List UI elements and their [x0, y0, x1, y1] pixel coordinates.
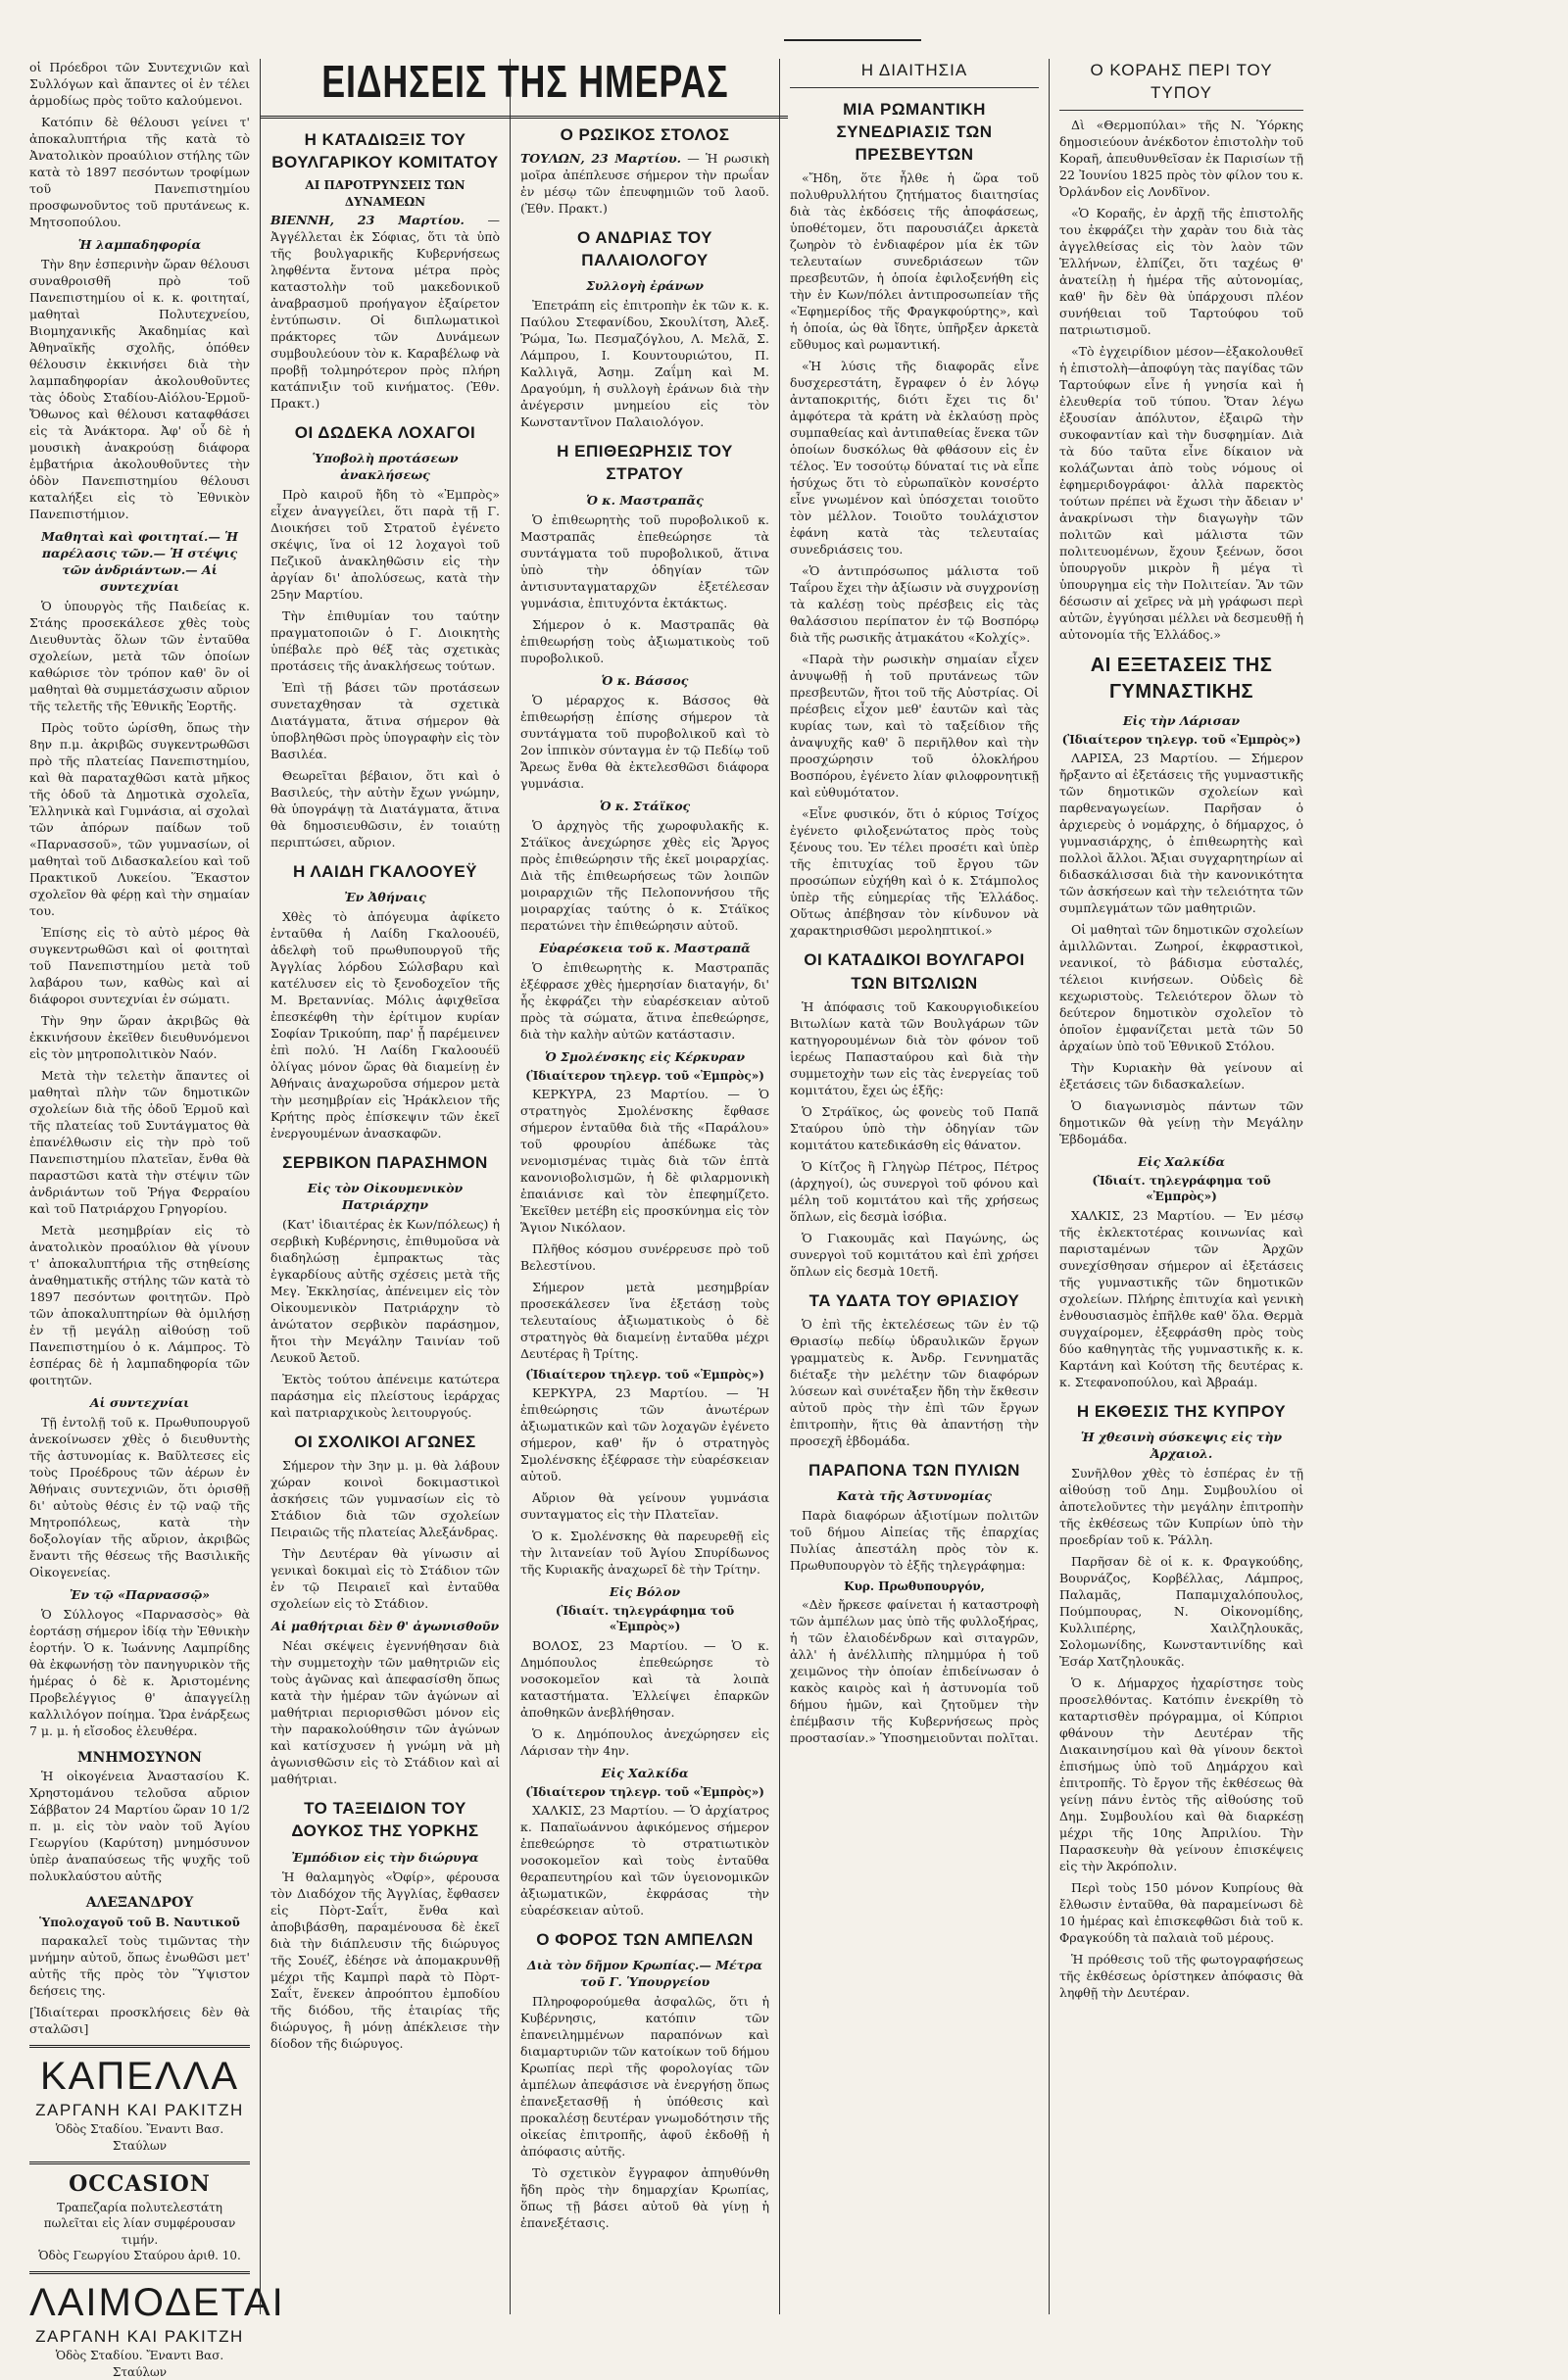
paragraph: Ἐπετράπη εἰς ἐπιτροπὴν ἐκ τῶν κ. κ. Παύλου Στεφανίδου, Σκουλίτση, Ἀλεξ. Ῥώμα, Ἰω. Πεσμαζόγλου, Λ. Μελᾶ, Σ. Λάμπρου, Ι. Κουντουριώτου, Π. Καλλιγᾶ, Ἀσημ. Ζαΐμη καὶ Μ. Δραγούμη, ἡ συλλογὴ ἐράνων διὰ τὴν ἀνέγερσιν μνημείου εἰς τὸν Κωνσταντῖνον Παλαιολόγον.	[520, 298, 769, 430]
column-3	[510, 59, 779, 2314]
ad-address: Ὁδὸς Σταδίου. Ἔναντι Βασ. Σταύλων	[55, 2349, 224, 2379]
subhead: Ἐν Ἀθήναις	[344, 890, 426, 905]
telegram-note: (Ἰδιαίτ. τηλεγράφημα τοῦ «Ἐμπρὸς»)	[555, 1604, 735, 1634]
paragraph: Παρὰ διαφόρων ἀξιοτίμων πολιτῶν τοῦ δήμου Αἰπείας τῆς ἐπαρχίας Πυλίας ἀπεστάλη πρὸς τὸν κ. Πρωθυπουργὸν τὸ ἑξῆς τηλεγράφημα:	[790, 1507, 1039, 1573]
paragraph: Ὁ Γιακουμᾶς καὶ Παγώνης, ὡς συνεργοὶ τοῦ κομιτάτου καὶ ἐπὶ χρήσει ὅπλων εἰς δεσμὰ 10ετῆ.	[790, 1230, 1039, 1279]
paragraph: Τὴν Κυριακὴν θὰ γείνουν αἱ ἐξετάσεις τῶν διδασκαλείων.	[1059, 1059, 1303, 1092]
paragraph: Ἡ ἀπόφασις τοῦ Κακουργιοδικείου Βιτωλίων κατὰ τῶν Βουλγάρων τῶν κατηγορουμένων διὰ τὸν φόνον τοῦ ἱερέως Παπασταύρου καὶ διὰ τὴν συμμετοχὴν των εἰς τὰς ἐνεργείας τοῦ κομιτάτου, ἔχει ὡς ἑξῆς:	[790, 998, 1039, 1097]
paragraph: Ἐπὶ τῇ βάσει τῶν προτάσεων συνεταχθησαν τὰ σχετικὰ Διατάγματα, ἅτινα σήμερον θὰ ὑποβληθῶσι πρὸς ὑπογραφὴν εἰς τὸν Βασιλέα.	[270, 679, 500, 761]
ad-kapella	[29, 2045, 250, 2154]
headline-korais: Ο ΚΟΡΑΗΣ ΠΕΡΙ ΤΟΥ ΤΥΠΟΥ	[1090, 61, 1273, 103]
paragraph: Ὁ ἐπιθεωρητὴς κ. Μαστραπᾶς ἐξέφρασε χθὲς ἡμερησίαν διαταγήν, δι' ἧς ἐκφράζει τὴν εὐαρέσκειαν αὐτοῦ πρὸς τὰ σώματα, ἅτινα ἐπεθεώρησε, διὰ τὴν καλὴν αὐτῶν κατάστασιν.	[520, 959, 769, 1042]
headline-lochagoi: ΟΙ ΔΩΔΕΚΑ ΛΟΧΑΓΟΙ	[294, 422, 476, 442]
masthead: ΕΙΔΗΣΕΙΣ ΤΗΣ ΗΜΕΡΑΣ	[321, 56, 729, 107]
memorial-title: ΜΝΗΜΟΣΥΝΟΝ	[77, 1750, 202, 1766]
paragraph: Ὁ κ. Δημόπουλος ἀνεχώρησεν εἰς Λάρισαν τὴν 4ην.	[520, 1725, 769, 1758]
headline-serbian-medal: ΣΕΡΒΙΚΟΝ ΠΑΡΑΣΗΜΟΝ	[282, 1153, 488, 1173]
paragraph: Ἡ πρόθεσις τοῦ τῆς φωτογραφήσεως τῆς ἐκθέσεως ὁρίστηκεν ἀπόφασις θὰ ληφθῇ τὴν Δευτέραν.	[1059, 1951, 1303, 2000]
paragraph: Ὁ ἐπὶ τῆς ἐκτελέσεως τῶν ἐν τῷ Θριασίῳ πεδίῳ ὑδραυλικῶν ἔργων γραμματεὺς κ. Ἀνδρ. Γεννηματᾶς διέταξε τὴν μελέτην τῶν διαφόρων λύσεων καὶ συνέταξεν ἤδη τὴν ἔκθεσιν αὐτοῦ πρὸς τὴν ἐπὶ τῶν ἔργων ἐπιτροπὴν, ἥτις θὰ ἀπαντήσῃ τὴν προσεχῆ ἑβδομάδα.	[790, 1316, 1039, 1448]
subhead-students: Μαθηταὶ καὶ φοιτηταί.— Ἡ παρέλασις τῶν.— Ἡ στέψις τῶν ἀνδριάντων.— Αἱ συντεχνίαι	[41, 529, 238, 594]
ad-text: Τραπεζαρία πολυτελεστάτη πωλεῖται εἰς λίαν συμφέρουσαν τιμήν.	[43, 2201, 236, 2247]
paragraph: Ὁ ἀρχηγὸς τῆς χωροφυλακῆς κ. Στάϊκος ἀνεχώρησε χθὲς εἰς Ἄργος πρὸς ἐπιθεώρησιν τῆς ἐκεῖ μοιραρχίας. Διὰ τῆς ἐπιθεωρήσεως τῶν λοιπῶν μοιραρχιῶν τῆς Πελοποννήσου τῆς μοιραρχίας ταύτης ὁ κ. Στάϊκος περατώνει τὴν ἐπιθεώρησιν αὐτοῦ.	[520, 817, 769, 933]
paragraph: Ὁ διαγωνισμὸς πάντων τῶν δημοτικῶν θὰ γείνῃ τὴν Μεγάλην Ἑβδομάδα.	[1059, 1097, 1303, 1146]
paragraph: Δὶ «Θερμοπύλαι» τῆς Ν. Ὑόρκης δημοσιεύουν ἀνέκδοτον ἐπιστολὴν τοῦ Κοραῆ, ἀπευθυνθεῖσαν ἐκ Παρισίων τῇ 22 Ἰουνίου 1825 πρὸς τὸν φίλον του κ. Ὀρλάνδον εἰς Λονδῖνον.	[1059, 118, 1303, 200]
headline-school-games: ΟΙ ΣΧΟΛΙΚΟΙ ΑΓΩΝΕΣ	[294, 1433, 476, 1452]
headline-palaiologos: Ο ΑΝΔΡΙΑΣ ΤΟΥ ΠΑΛΑΙΟΛΟΓΟΥ	[576, 228, 713, 270]
paragraph: Σήμερον μετὰ μεσημβρίαν προσεκάλεσεν ἵνα ἐξετάσῃ τοὺς τελευταίους ἀξιωματικοὺς ὁ δὲ στρατηγὸς θὰ διαμείνῃ ἐνταῦθα μέχρι Δευτέρας ἢ Τρίτης.	[520, 1279, 769, 1361]
telegram-note: (Ἰδιαίτερον τηλεγρ. τοῦ «Ἐμπρὸς»)	[525, 1068, 764, 1083]
paragraph: Σήμερον ὁ κ. Μαστραπᾶς θὰ ἐπιθεωρήσῃ τοὺς ἀξιωματικοὺς τοῦ πυροβολικοῦ.	[520, 616, 769, 665]
ad-address: Ὁδὸς Γεωργίου Σταύρου ἀριθ. 10.	[38, 2248, 241, 2262]
divider	[1059, 110, 1303, 111]
paragraph: Χθὲς τὸ ἀπόγευμα ἀφίκετο ἐνταῦθα ἡ Λαίδη Γκαλοουέϋ, ἀδελφὴ τοῦ πρωθυπουργοῦ τῆς Ἀγγλίας λόρδου Σώλσβαρυ καὶ κατέλυσεν εἰς τὸ ξενοδοχεῖον τῆς Μ. Βρεταννίας. Μόλις ἀφιχθεῖσα ἐπεσκέφθη τὴν ἐρίτιμον κυρίαν Σοφίαν Τρικούπη, παρ' ᾗ παρέμεινεν ἐπὶ πολύ. Ἡ Λαίδη Γκαλοουέϋ ὀλίγας μόνον ὥρας θὰ διαμείνῃ ἐν Ἀθήναις ἀναχωροῦσα σήμερον μετὰ τὴν μεσημβρίαν εἰς Ἡράκλειον τῆς Κρήτης πρὸς ἐπίσκεψιν τῶν ἐκεῖ ἐνεργουμένων ἀνασκαφῶν.	[270, 909, 500, 1141]
paragraph: Τὴν Δευτέραν θὰ γίνωσιν αἱ γενικαὶ δοκιμαὶ εἰς τὸ Στάδιον τῶν ἐν τῷ Πειραιεῖ καὶ ἐνταῦθα σχολείων εἰς τὸ Στάδιον.	[270, 1546, 500, 1612]
paragraph: ΒΟΛΟΣ, 23 Μαρτίου. — Ὁ κ. Δημόπουλος ἐπεθεώρησε τὸ νοσοκομεῖον καὶ τὰ λοιπὰ καταστήματα. Ἐλλείψει ἐπαρκῶν ἀποθηκῶν ἀνεβλήθησαν.	[520, 1637, 769, 1720]
paragraph: Ὁ Στράϊκος, ὡς φονεὺς τοῦ Παπᾶ Σταύρου ὑπὸ τὴν ὁδηγίαν τῶν κομιτάτου κατεδικάσθη εἰς θάνατον.	[790, 1103, 1039, 1152]
column-1	[20, 59, 285, 2379]
paragraph: Πρὸ καιροῦ ἤδη τὸ «Ἐμπρὸς» εἶχεν ἀναγγείλει, ὅτι παρὰ τῇ Γ. Διοικήσει τοῦ Στρατοῦ ἐγένετο σκέψις, ἵνα οἱ 12 λοχαγοὶ τοῦ Πεζικοῦ ἀνακληθῶσιν εἰς τὴν ἀργίαν δι' ἀπολύσεως, κατὰ τὴν 25ην Μαρτίου.	[270, 486, 500, 602]
headline-duke-york: ΤΟ ΤΑΞΕΙΔΙΟΝ ΤΟΥ ΔΟΥΚΟΣ ΤΗΣ ΥΟΡΚΗΣ	[291, 1799, 479, 1841]
paragraph: «Ὁ ἀντιπρόσωπος μάλιστα τοῦ Ταΐρου ἔχει τὴν ἀξίωσιν νὰ συγχρονίσῃ τὰ καλέσῃ τοὺς πρέσβεις εἰς τὰς θαλάσσιου περίπατον ἐν τῷ Βοσπόρῳ διὰ τῆς ρωσικῆς ἀτμακάτου «Κολχίς».	[790, 563, 1039, 646]
paragraph: Παρῆσαν δὲ οἱ κ. κ. Φραγκούδης, Βουρνάζος, Κορβέλλας, Λάμπρος, Παλαμᾶς, Παπαμιχαλόπουλος, Πούμπουρας, Ν. Οἰκονομίδης, Κυλλιπέρης, Χαιλζηλουκᾶς, Σολομωνίδης, Κωνσταντινίδης καὶ Ἐσάρ Χατζηλουκᾶς.	[1059, 1553, 1303, 1669]
ad-vendor: ΖΑΡΓΑΝΗ ΚΑΙ ΡΑΚΙΤΖΗ	[35, 2327, 244, 2347]
headline-galloway: Η ΛΑΙΔΗ ΓΚΑΛΟΟΥΕΫ	[292, 861, 478, 881]
paragraph	[520, 150, 769, 217]
paragraph: ΛΑΡΙΣΑ, 23 Μαρτίου. — Σήμερον ἤρξαντο αἱ ἐξετάσεις τῆς γυμναστικῆς τῶν δημοτικῶν σχολείων καὶ παρθεναγωγείων. Παρῆσαν ὁ ἀρχιερεὺς ὁ νομάρχης, ὁ δήμαρχος, ὁ γυμνασιάρχης, ὁ ἐπιθεωρητὴς καὶ πολλοὶ ἄλλοι. Ἄξιαι συγχαρητηρίων αἱ διδασκάλισσαι διὰ τὴν κανονικότητα τῶν ἀσκήσεων καὶ τὴν τελειότητα τῶν συμπλεγμάτων τῶν μαθητριῶν.	[1059, 750, 1303, 915]
subhead: Ὁ κ. Στάϊκος	[599, 798, 691, 813]
subhead-lampadiforia: Ἡ λαμπαδηφορία	[77, 237, 202, 252]
paragraph: «Ἤδη, ὅτε ἦλθε ἡ ὥρα τοῦ πολυθρυλλήτου ζητήματος διαιτησίας διὰ τὰς ἐκδόσεις τῆς ἀποφάσεως, ὑποθέτομεν, ὅτι παρουσιάζει ἀρκετὰ ζωηρὸν τὸ ἐνδιαφέρον μία ἐκ τῶν τελευταίων συνεδριάσεων τῶν πρεσβευτῶν, ἡ ὁποία ἐφιλοξενήθη εἰς τὴν ἐν Κων/πόλει ἀντιπροσωπείαν τῆς «Ἑφημερίδος τῆς Φραγκφούρτης», καὶ ἡ ὁποία, ὡς θὰ ἴδητε, ὑπῆρξεν ἀρκετὰ εὔθυμος καὶ ρωμαντική.	[790, 170, 1039, 353]
headline-army-inspection: Η ΕΠΙΘΕΩΡΗΣΙΣ ΤΟΥ ΣΤΡΑΤΟΥ	[557, 442, 733, 484]
paragraph: Ἐκτὸς τούτου ἀπένειμε κατώτερα παράσημα εἰς πλείστους ἱεράρχας καὶ πατριαρχικοὺς λειτουργούς.	[270, 1372, 500, 1421]
column-4	[779, 59, 1049, 2314]
subhead: Ὁ κ. Μαστραπᾶς	[586, 492, 704, 508]
paragraph: Ὁ Κίτζος ἢ Γληγὼρ Πέτρος, Πέτρος (ἀρχηγοί), ὡς συνεργοὶ τοῦ φόνου καὶ μέλη τοῦ κομιτάτου καὶ τῆς χρήσεως ὅπλων, εἰς δεσμὰ ἰσόβια.	[790, 1158, 1039, 1224]
paragraph: οἱ Πρόεδροι τῶν Συντεχνιῶν καὶ Συλλόγων καὶ ἅπαντες οἱ ἐν τέλει ἁρμοδίως πρὸς τοῦτο καλούμενοι.	[29, 60, 250, 108]
subhead: Εἰς Βόλον	[609, 1584, 681, 1600]
subhead-parnassos: Ἐν τῷ «Παρνασσῷ»	[69, 1587, 211, 1602]
paragraph: Ὁ ὑπουργὸς τῆς Παιδείας κ. Στάης προσεκάλεσε χθὲς τοὺς Διευθυντὰς ὅλων τῶν ἐνταῦθα σχολείων, μετὰ τῶν ὁποίων καθώρισε τὸν τρόπον καθ' ὃν οἱ μαθηταὶ θὰ συμμετάσχωσιν αὔριον τῆς τελετῆς τῆς Ἐθνικῆς Ἑορτῆς.	[29, 599, 250, 713]
ad-address: Ὁδὸς Σταδίου. Ἔναντι Βασ. Σταύλων	[55, 2122, 224, 2153]
ad-title: ΚΑΠΕΛΛΑ	[39, 2055, 240, 2099]
paragraph: ΚΕΡΚΥΡΑ, 23 Μαρτίου. — Ἡ ἐπιθεώρησις τῶν ἀνωτέρων ἀξιωματικῶν καὶ τῶν λοχαγῶν ἐγένετο σήμερον, καθ' ἥν ὁ στρατηγὸς Σμολένσκης ἐξέφρασε τὴν εὐαρέσκειαν αὐτοῦ.	[520, 1385, 769, 1484]
ad-laimodetai	[29, 2271, 285, 2380]
paragraph: Τῇ ἐντολῇ τοῦ κ. Πρωθυπουργοῦ ἀνεκοίνωσεν χθὲς ὁ διευθυντὴς τῆς ἀστυνομίας κ. Βαῦλτεσες εἰς τοὺς Προέδρους τῶν ἀέρων ἐν Ἀθήναις συντεχνιῶν, ὅτι ὁρισθῇ δι' αὐτοὺς θέσις ἐν τῷ ναῷ τῆς Μητροπόλεως, κατὰ τὴν δοξολογίαν τῆς αὔριον, ἀκριβῶς ἔναντι τῆς θέσεως τῆς Βασιλικῆς Οἰκογενείας.	[29, 1415, 250, 1579]
paragraph: Νέαι σκέψεις ἐγεννήθησαν διὰ τὴν συμμετοχὴν τῶν μαθητριῶν εἰς τοὺς ἀγῶνας καὶ ἀπεφασίσθη ὅπως κατὰ τὴν ἡμέραν τῶν ἀγώνων αἱ μαθήτριαι περιορισθῶσι μόνον εἰς τὴν παρακολούθησιν τῶν ἀγώνων καὶ κατίσχυσεν ἡ γνώμη νὰ μὴ ἀγωνισθῶσιν εἰς τὸ Στάδιον καὶ αἱ μαθήτριαι.	[270, 1638, 500, 1787]
headline-gymnastics-exams: ΑΙ ΕΞΕΤΑΣΕΙΣ ΤΗΣ ΓΥΜΝΑΣΤΙΚΗΣ	[1090, 655, 1273, 704]
ad-occasion	[29, 2161, 250, 2263]
columns	[20, 56, 1548, 2379]
paragraph	[270, 212, 500, 412]
paragraph: «Παρὰ τὴν ρωσικὴν σημαίαν εἶχεν ἀνυψωθῇ ἡ τοῦ πρυτάνεως τῶν πρεσβευτῶν, ἤτοι τοῦ τῆς Αὐστρίας. Οἱ πρέσβεις εἶχον μεθ' ἑαυτῶν καὶ τὰς κυρίας των, καὶ τὸ ταξείδιον τῆς ἀναψυχῆς καθ' ὃ περιῆλθον καὶ τὴν προσχώρησιν τοῦ ὁλοκλήρου Βοσπόρου, ἐγένετο λίαν φιλοφρονητικῇ καὶ εὐθυμότατον.	[790, 652, 1039, 801]
paragraph: Ἐπίσης εἰς τὸ αὐτὸ μέρος θὰ συγκεντρωθῶσι καὶ οἱ φοιτηταὶ τοῦ Πανεπιστημίου μετὰ τοῦ λαβάρου των, καθὼς καὶ αἱ διάφοροι συντεχνίαι ἐν σώματι.	[29, 925, 250, 1006]
paragraph: Κατόπιν δὲ θέλουσι γείνει τ' ἀποκαλυπτήρια τῆς κατὰ τὸ Ἀνατολικὸν προαύλιον στήλης τῶν κατὰ τὸ 1897 πεσόντων τροφίμων τοῦ Πανεπιστημίου προσφωνοῦντος τοῦ πρυτάνεως κ. Μητσοπούλου.	[29, 115, 250, 229]
paragraph: Τὸ σχετικὸν ἔγγραφον ἀπηυθύνθη ἤδη πρὸς τὴν δημαρχίαν Κρωπίας, ὅπως τῇ βάσει αὐτοῦ θὰ γίνῃ ἡ ἐπανεξέτασις.	[520, 2165, 769, 2231]
headline-convicted-bulgarians: ΟΙ ΚΑΤΑΔΙΚΟΙ ΒΟΥΛΓΑΡΟΙ ΤΩΝ ΒΙΤΩΛΙΩΝ	[804, 950, 1025, 993]
headline-arbitration: Η ΔΙΑΙΤΗΣΙΑ	[860, 61, 968, 79]
paragraph: παρακαλεῖ τοὺς τιμῶντας τὴν μνήμην αὐτοῦ, ὅπως ἐνωθῶσι μετ' αὐτῆς τῆς πρὸς τὸν Ὕψιστον δεήσεις της.	[29, 1933, 250, 1999]
subhead: Εἰς Χαλκίδα	[601, 1765, 689, 1780]
subhead: Συλλογὴ ἐράνων	[586, 278, 704, 294]
dateline: ΒΙΕΝΝΗ, 23 Μαρτίου.	[270, 212, 465, 227]
paragraph: Ἡ θαλαμηγὸς «Ὀφίρ», φέρουσα τὸν Διαδόχον τῆς Ἀγγλίας, ἔφθασεν εἰς Πὸρτ-Σαΐτ, ἔνθα καὶ ἀποβιβάσθη, παραμένουσα δὲ ἐκεῖ διὰ τὴν διάπλευσιν τῆς διώρυγος τῆς Σουέζ, ἐδέησε νὰ ἀπομακρυνθῇ μέχρι τῆς Καμπρὶ παρὰ τὸ Πὸρτ-Σαΐτ, ἕνεκεν ἀπροόπτου ἐμποδίου τῆς διόδου, τῆς ἑταιρίας τῆς διώρυγος, ἣ μόνῃ ἀπέκλεισε τὴν δίοδον τῆς διώρυγος.	[270, 1869, 500, 2051]
top-rule	[784, 39, 921, 41]
ad-title: ΛΑΙΜΟΔΕΤΑΙ	[29, 2281, 285, 2325]
telegram-note: (Ἰδιαίτερον τηλεγρ. τοῦ «Ἐμπρὸς»)	[1061, 732, 1301, 747]
kicker: ΑΙ ΠΑΡΟΤΡΥΝΣΕΙΣ ΤΩΝ ΔΥΝΑΜΕΩΝ	[305, 178, 466, 209]
telegram-note: (Ἰδιαίτερον τηλεγρ. τοῦ «Ἐμπρὸς»)	[525, 1367, 764, 1382]
memorial-name: ΑΛΕΞΑΝΔΡΟΥ	[85, 1895, 194, 1912]
paragraph: «Ὁ Κοραῆς, ἐν ἀρχῇ τῆς ἐπιστολῆς του ἐκφράζει τὴν χαρὰν του διὰ τὰς ἀγγελθείσας εἰς τὸν λαὸν τῶν Ἑλλήνων, ἐλπίζει, ὅτι ταχέως θ' ἀνατείλῃ ἡ ἡμέρα τῆς αὐτονομίας, καθ' ἣν δὲν θὰ ὑπάρχουσι πλέον συνήθειαι τοῦ Ταρτούφου τοῦ πατριωτισμοῦ.	[1059, 206, 1303, 338]
paragraph: Ὁ μέραρχος κ. Βάσσος θὰ ἐπιθεωρήσῃ ἐπίσης σήμερον τὰ συντάγματα τοῦ πυροβολικοῦ καὶ τὸ 2ον ἱππικὸν σύνταγμα ἐν τῷ Πεδίῳ τοῦ Ἄρεως ἔνθα θὰ ἐκτελεσθῶσι διάφορα γυμνάσια.	[520, 692, 769, 791]
paragraph: «Τὸ ἐγχειρίδιον μέσον—ἐξακολουθεῖ ἡ ἐπιστολὴ—ἀποφύγη τὰς παγίδας τῶν Ταρτούφων εἶνε ἡ γνησία καὶ ἡ ἐλευθερία τοῦ τύπου. Ὅταν λέγω ἐξουσίαν ἀπόλυτον, ἐξαιρῶ τὴν συκοφαντίαν καὶ τὴν δυσφημίαν. Διὰ τὰ δύο ταῦτα εἶνε δίκαιον νὰ κολάζωνται ἀπὸ τοὺς νόμους οἱ ἐφημεριδογράφοι· ἀλλὰ παρεκτὸς τούτων πρέπει νὰ ἔχωσι τὴν ἄδειαν ν' ἀνακρίνωσι τὴν διαγωγὴν τῶν πολιτῶν καὶ μάλιστα τῶν πολιτευομένων, ἔχουν ξεένων, ὅσοι ὑπουργοῦν μικρὸν ἢ μέγα τὶ ὑπουργημα εἰς τὴν Πολιτείαν. Ἂν τῶν δέσωσιν αἱ χεῖρες νὰ μὴ γράφωσι περὶ αὐτῶν, ἐγγύησαι μέλλει νὰ δεσμευθῇ ἡ αὐτονομία τῆς Ἑλλάδος.»	[1059, 344, 1303, 643]
paragraph: Σήμερον τὴν 3ην μ. μ. θὰ λάβουν χώραν κοινοὶ δοκιμαστικοὶ ἀσκήσεις τῶν γυμνασίων εἰς τὸ Στάδιον διὰ τῶν σχολείων Πειραιῶς τῆς πλατείας Ἀλεξάνδρας.	[270, 1458, 500, 1540]
paragraph: Ὁ ἐπιθεωρητὴς τοῦ πυροβολικοῦ κ. Μαστραπᾶς ἐπεθεώρησε τὰ συντάγματα τοῦ πυροβολικοῦ, ἅτινα ὑπὸ τὴν ὁδηγίαν τῶν ἀντισυνταγματαρχῶν ἐξετέλεσαν γυμνάσια, ἐπιτυχόντα ἐκτάκτως.	[520, 511, 769, 610]
ad-title: OCCASION	[69, 2171, 211, 2198]
subhead: Εἰς τὸν Οἰκουμενικὸν Πατριάρχην	[307, 1181, 464, 1213]
paragraph: Πλῆθος κόσμου συνέρρευσε πρὸ τοῦ Βελεστίνου.	[520, 1240, 769, 1273]
dateline: ΤΟΥΛΩΝ, 23 Μαρτίου.	[520, 151, 681, 167]
body-text: — Ἡ ρωσικὴ μοῖρα ἀπέπλευσε σήμερον τὴν πρωΐαν ἐν μέσῳ τῶν ἐπευφημιῶν τοῦ λαοῦ. (Ἐθν. Πρακτ.)	[520, 151, 769, 217]
divider	[790, 87, 1039, 88]
body-text: — Ἀγγέλλεται ἐκ Σόφιας, ὅτι τὰ ὑπὸ τῆς βουλγαρικῆς Κυβερνήσεως ληφθέντα ἔντονα μέτρα πρὸς καταστολὴν τοῦ μακεδονικοῦ ἀναβρασμοῦ προήγαγον ἐξαίρετον ἐντύπωσιν. Οἱ διπλωματικοὶ πράκτορες τῶν Δυνάμεων συμβουλεύουν τὸν κ. Καραβέλωφ νὰ προβῇ τολμηρότερον πρὸς πλήρη κατάπνιξιν τοῦ κινήματος. (Ἐθν. Πρακτ.)	[270, 212, 500, 411]
headline-thriasio-waters: ΤΑ ΥΔΑΤΑ ΤΟΥ ΘΡΙΑΣΙΟΥ	[808, 1290, 1020, 1310]
paragraph: Θεωρεῖται βέβαιον, ὅτι καὶ ὁ Βασιλεύς, τὴν αὐτὴν ἔχων γνώμην, θὰ ὑπογράψῃ τὰ Διατάγματα, ἅτινα θὰ δημοσιευθῶσιν, ἐν τοιαύτῃ περιπτώσει, αὔριον.	[270, 767, 500, 850]
paragraph: (Κατ' ἰδιαιτέρας ἐκ Κων/πόλεως) ἡ σερβικὴ Κυβέρνησις, ἐπιθυμοῦσα νὰ διαδηλώσῃ ἐμπρακτως τὰς ἐγκαρδίους αὐτῆς σχέσεις μετὰ τῆς Μεγ. Ἐκκλησίας, ἀπένειμεν εἰς τὸν Οἰκουμενικὸν Πατριάρχην τὸ ἀνώτατον σερβικὸν παράσημον, ἤτοι τὴν Μεγάλην Ταινίαν τοῦ Λευκοῦ Ἀετοῦ.	[270, 1217, 500, 1366]
column-5	[1049, 59, 1313, 2314]
headline-pylia-complaints: ΠΑΡΑΠΟΝΑ ΤΩΝ ΠΥΛΙΩΝ	[808, 1460, 1020, 1480]
subhead: Εὐαρέσκεια τοῦ κ. Μαστραπᾶ	[539, 940, 751, 955]
paragraph: «Εἶνε φυσικόν, ὅτι ὁ κύριος Τσίχος ἐγένετο φιλοξενώτατος πρὸς τοὺς ξένους του. Ἐν τέλει προσέτι καὶ ὑπὲρ τῆς ἐπιτυχίας τοῦ ἔργου τῶν προσώπων εὐχήθη καὶ ὁ κ. Στάμπολος ὑπὲρ τῆς εὐημερίας τῆς Ἑλλάδος. Οὕτως ἀπέβησαν τὸν κίνδυνον νὰ χαρακτηρισθῶσι μεροληπτικοί.»	[790, 806, 1039, 939]
subhead: Εἰς Χαλκίδα	[1138, 1153, 1225, 1169]
telegram-note: (Ἰδιαίτ. τηλεγράφημα τοῦ «Ἐμπρὸς»)	[1092, 1173, 1271, 1204]
paragraph: Αὔριον θὰ γείνουν γυμνάσια συνταγματος εἰς τὴν Πλατεῖαν.	[520, 1490, 769, 1523]
subhead: Διὰ τὸν δῆμον Κρωπίας.— Μέτρα τοῦ Γ. Ὑπουργείου	[527, 1958, 762, 1990]
headline-russian-fleet: Ο ΡΩΣΙΚΟΣ ΣΤΟΛΟΣ	[560, 125, 730, 144]
paragraph: Τὴν ἐπιθυμίαν του ταύτην πραγματοποιῶν ὁ Γ. Διοικητὴς ὑπέβαλε πρὸ θέξ τὰς σχετικὰς προτάσεις τῆς ἀνακλήσεως τούτων.	[270, 607, 500, 673]
paragraph: Πληροφορούμεθα ἀσφαλῶς, ὅτι ἡ Κυβέρνησις, κατόπιν τῶν ἐπανειλημμένων παραπόνων καὶ διαμαρτυριῶν τῶν κατοίκων τοῦ δήμου Κρωπίας περὶ τῆς φορολογίας τῶν ἀμπέλων ἀπεφάσισε νὰ ἐνεργήσῃ ὅπως ἐπανεξετασθῇ ἡ ὑπόθεσις καὶ προκαλέσῃ δευτέραν γνωμοδότησιν τῆς οἰκείας ἐπιτροπῆς, ἀφοῦ ἐκδοθῇ ἡ ἀπόφασις αὐτῆς.	[520, 1994, 769, 2160]
subhead: Ἐμπόδιον εἰς τὴν διώρυγα	[291, 1849, 479, 1865]
paragraph: ΧΑΛΚΙΣ, 23 Μαρτίου. — Ὁ ἀρχίατρος κ. Παπαϊωάννου ἀφικόμενος σήμερον ἐπεθεώρησε τὸ στρατιωτικὸν νοσοκομεῖον καὶ τοὺς ἐνταῦθα θεραπευτηρίου καὶ τῶν ὑγειονομικῶν ἀξιωματικῶν, ἐκφράσας τὴν εὐαρέσκειαν αὐτοῦ.	[520, 1803, 769, 1919]
subhead: Εἰς τὴν Λάρισαν	[1122, 712, 1241, 728]
paragraph: Τὴν 8ην ἑσπερινὴν ὥραν θέλουσι συναθροισθῆ πρὸ τοῦ Πανεπιστημίου οἱ κ. κ. φοιτηταί, μαθηταὶ Πολυτεχνείου, Βιομηχανικῆς Ἀκαδημίας καὶ Ἀθηναϊκῆς σχολῆς, ὁπόθεν θέλουσιν ἐκκινήσει διὰ τὴν λαμπαδηφορίαν ἀκολουθοῦντες τὰς ὁδοὺς Σταδίου-Αἰόλου-Ἑρμοῦ-Ὄθωνος καὶ θέλουσι καταφθάσει εἰς τὰ Ἀνάκτορα. Ἀφ' οὗ δὲ ἡ μουσικὴ ἀνακρούσῃ διάφορα ἐμβατήρια ἀκολουθοῦντες τὴν ὁδὸν Πανεπιστημίου θέλουσι καταλήξει εἰς τὸ Ἐθνικὸν Πανεπιστήμιον.	[29, 257, 250, 521]
headline-romantic-session: ΜΙΑ ΡΩΜΑΝΤΙΚΗ ΣΥΝΕΔΡΙΑΣΙΣ ΤΩΝ ΠΡΕΣΒΕΥΤΩΝ	[836, 100, 993, 165]
paragraph: ΚΕΡΚΥΡΑ, 23 Μαρτίου. — Ὁ στρατηγὸς Σμολένσκης ἔφθασε σήμερον ἐνταῦθα διὰ τῆς «Παράλου» τοῦ φρουρίου ἀπέδωκε τὰς νενομισμένας τιμὰς διὰ τῶν ἑπτὰ κανονιοβολισμῶν, ἡ δὲ φιλαρμονικὴ ἐπαιάνισε καὶ τὸν ἐπεφημίζετο. Ἐκεῖθεν μετέβη εἰς προσκύνημα εἰς τὸν Ἅγιον Νικόλαον.	[520, 1086, 769, 1235]
paragraph: Τὴν 9ην ὥραν ἀκριβῶς θὰ ἐκκινήσουν ἐκεῖθεν διευθυνόμενοι εἰς τὸν μητροπολιτικὸν Ναόν.	[29, 1013, 250, 1061]
subhead: Ἡ χθεσινὴ σύσκεψις εἰς τὴν Ἀρχαιολ.	[1080, 1429, 1283, 1461]
paragraph: Ὁ κ. Σμολένσκης θὰ παρευρεθῇ εἰς τὴν λιτανείαν τοῦ Ἁγίου Σπυρίδωνος τῆς Κυριακῆς ἀναχωρεῖ δὲ τὴν Τρίτην.	[520, 1529, 769, 1578]
subhead-guilds: Αἱ συντεχνίαι	[89, 1395, 190, 1410]
telegram-note: (Ἰδιαίτερον τηλεγρ. τοῦ «Ἐμπρὸς»)	[525, 1784, 764, 1799]
ad-vendor: ΖΑΡΓΑΝΗ ΚΑΙ ΡΑΚΙΤΖΗ	[35, 2101, 244, 2120]
paragraph: Ἡ οἰκογένεια Ἀναστασίου Κ. Χρηστομάνου τελοῦσα αὔριον Σάββατον 24 Μαρτίου ὥραν 10 1/2 π. μ. εἰς τὸν ναὸν τοῦ Ἁγίου Γεωργίου (Καρύτση) μνημόσυνον ὑπὲρ ἀναπαύσεως τῆς ψυχῆς τοῦ πολυκλαύστου αὐτῆς	[29, 1769, 250, 1884]
paragraph: Οἱ μαθηταὶ τῶν δημοτικῶν σχολείων ἀμιλλῶνται. Ζωηροί, ἐκφραστικοὶ, νεανικοί, τὸ βάδισμα εὐσταλές, τέλειοι κινήσεων. Οὐδεὶς δὲ κεχωριστοὺς. Τελειότερον ὅλων τὸ δεύτερον δημοτικὸν σχολεῖον τὸ ὁποῖον ἐμφανίζεται μετὰ τῶν 50 ἀρχαίων ὑπὸ τοῦ Ἐθνικοῦ Στόλου.	[1059, 921, 1303, 1053]
paragraph: Μετὰ μεσημβρίαν εἰς τὸ ἀνατολικὸν προαύλιον θὰ γίνουν τ' ἀποκαλυπτήρια τῆς στηθείσης ἀναθηματικῆς στήλης τῶν κατὰ τὸ 1897 πεσόντων φοιτητῶν. Πρὸ τῶν ἀποκαλυπτηρίων θὰ ὁμιλήσῃ ἐν τῇ μεγάλῃ αἰθούσῃ τοῦ Πανεπιστημίου ὁ κ. Λάμπρος. Τὸ ἑσπέρας δὲ ἡ λαμπαδηφορία τῶν φοιτητῶν.	[29, 1223, 250, 1387]
paragraph: Συνῆλθον χθὲς τὸ ἑσπέρας ἐν τῇ αἰθούσῃ τοῦ Δημ. Συμβουλίου οἱ ἀποτελοῦντες τὴν μεγάλην ἐπιτροπὴν τῆς ἐκθέσεως τῶν Κυπρίων ὑπὸ τὴν προεδρίαν τοῦ κ. Ῥάλλη.	[1059, 1465, 1303, 1547]
memorial-note: [Ἰδιαίτεραι προσκλήσεις δὲν θὰ σταλῶσι]	[29, 2005, 250, 2037]
paragraph: Πρὸς τοῦτο ὡρίσθη, ὅπως τὴν 8ην π.μ. ἀκριβῶς συγκεντρωθῶσι πρὸ τῆς πλατείας Πανεπιστημίου, καὶ θὰ παραταχθῶσι κατὰ μῆκος τῆς ὁδοῦ τὰ Δημοτικὰ σχολεῖα, Ἑλληνικὰ καὶ Γυμνάσια, αἱ σχολαὶ τῶν ἀπόρων παίδων τοῦ «Παρνασσοῦ», τῶν γυμνασίων, οἱ μαθηταὶ τοῦ Διδασκαλείου καὶ τοῦ Πρακτικοῦ Λυκείου. Ἕκαστον σχολεῖον θὰ φέρῃ καὶ τὴν σημαίαν του.	[29, 720, 250, 918]
headline-vineyard-tax: Ο ΦΟΡΟΣ ΤΩΝ ΑΜΠΕΛΩΝ	[536, 1930, 754, 1950]
paragraph: ΧΑΛΚΙΣ, 23 Μαρτίου. — Ἐν μέσῳ τῆς ἐκλεκτοτέρας κοινωνίας καὶ παρισταμένων τῶν Ἀρχῶν συνεχίσθησαν σήμερον αἱ ἐξετάσεις τῆς γυμναστικῆς τῶν δημοτικῶν σχολείων. Πλήρης ἐπιτυχία καὶ γενικὴ ἐνθουσιασμὸς ἐπῆλθε καθ' ὅλα. Θερμὰ συγχαίρομεν, ἐξεφράσθη πρὸς τοὺς δύο καθηγητὰς τῆς γυμναστικῆς κ. κ. Καρτάνη καὶ Κούτση τῆς δευτέρας κ. κ. Στεφανοπούλου, καὶ Ἀβραάμ.	[1059, 1207, 1303, 1389]
paragraph: Μετὰ τὴν τελετὴν ἅπαντες οἱ μαθηταὶ πλὴν τῶν δημοτικῶν σχολείων διὰ τῆς ὁδοῦ Ἑρμοῦ καὶ τῆς πλατείας τοῦ Συντάγματος θὰ ἐπανέλθωσιν εἰς τὴν πρὸ τοῦ Πανεπιστημίου πλατεῖαν, ἔνθα θὰ παραστῶσι κατὰ τὴν στέψιν τῶν ἀνδριάντων τοῦ Ῥήγα Φερραίου καὶ τοῦ Πατριάρχου Γρηγορίου.	[29, 1068, 250, 1216]
salutation: Κυρ. Πρωθυπουργόν,	[844, 1579, 985, 1593]
subhead: Αἱ μαθήτριαι δὲν θ' ἀγωνισθοῦν	[270, 1619, 500, 1634]
memorial-rank: Ὑπολοχαγοῦ τοῦ Β. Ναυτικοῦ	[39, 1916, 240, 1930]
headline-cyprus-exhibition: Η ΕΚΘΕΣΙΣ ΤΗΣ ΚΥΠΡΟΥ	[1076, 1401, 1287, 1421]
headline-komitato: Η ΚΑΤΑΔΙΩΞΙΣ ΤΟΥ ΒΟΥΛΓΑΡΙΚΟΥ ΚΟΜΙΤΑΤΟΥ	[271, 130, 499, 172]
subhead: Ὑποβολὴ προτάσεων ἀνακλήσεως	[312, 450, 459, 482]
subhead: Ὁ Σμολένσκης εἰς Κέρκυραν	[544, 1048, 746, 1064]
paragraph: Ὁ Σύλλογος «Παρνασσὸς» θὰ ἑορτάσῃ σήμερον ἰδίᾳ τὴν Ἐθνικὴν ἑορτήν. Ὁ κ. Ἰωάννης Λαμπρίδης θὰ ἐκφωνήσῃ τὸν πανηγυρικὸν τῆς ἡμέρας ὁ δὲ κ. Ἀριστομένης Προβελέγγιος θ' ἀπαγγείλῃ καλλιλόγον ποίημα. Ὥρα ἐνάρξεως 7 μ. μ. ἡ εἴσοδος ἐλευθέρα.	[29, 1607, 250, 1738]
paragraph: «Ἡ λύσις τῆς διαφορᾶς εἶνε δυσχερεστάτη, ἔγραφεν ὁ ἐν λόγῳ ἀνταποκριτής, διότι ἔχει τις δι' ἀμφότερα τὰ κράτη νὰ ἐκλαύσῃ πρὸς συμπαθείας καὶ ἀντιπαθείας ἕνεκα τῶν ὁποίων δυσκόλως θὰ φθάσουν εἰς ἐν τέλος. Ἐν τοσούτῳ δύναταί τις νὰ εἶπε ἡσύχως ὅτι τὸ εὐρωπαϊκὸν κονσέρτο εἶνε γνωμένον καὶ ὑπόσχεται τοιοῦτο τὸν μέλλον. Τοιοῦτο τουλάχιστον ἐφάνη κατὰ τὰς τελευταίας συνεδριάσεις του.	[790, 359, 1039, 558]
paragraph: Περὶ τοὺς 150 μόνον Κυπρίους θὰ ἔλθωσιν ἐνταῦθα, θὰ παραμείνωσι δὲ 10 ἡμέρας καὶ ἐπισκεφθῶσι διὰ τοῦ κ. Φραγκούδη τὰ παλαιὰ τοῦ μέρους.	[1059, 1879, 1303, 1945]
paragraph: Ὁ κ. Δήμαρχος ἠχαρίστησε τοὺς προσελθόντας. Κατόπιν ἐνεκρίθη τὸ καταρτισθὲν πρόγραμμα, οἱ Κύπριοι φθάνουν τὴν Δευτέραν τῆς Διακαινησίμου καὶ θὰ γίνουν δεκτοὶ ἐπισήμως ὑπὸ τοῦ Δημάρχου καὶ ἐπιτροπῆς. Τὸ ἔργον τῆς ἐκθέσεως θὰ γείνῃ πάνυ ἐντὸς τῆς αἰθούσης τοῦ Δημ. Συμβουλίου καὶ θὰ διαρκέσῃ μέχρι τῆς 10ης Ἀπριλίου. Τὴν Παρασκευὴν θὰ γείνουν ἐπισκέψεις εἰς τὴν Ἀκρόπολιν.	[1059, 1675, 1303, 1873]
subhead: Ὁ κ. Βάσσος	[601, 672, 689, 688]
paragraph: «Δὲν ἤρκεσε φαίνεται ἡ καταστροφὴ τῶν ἀμπέλων μας ὑπὸ τῆς φυλλοξήρας, ἡ τῶν ἐλαιοδένδρων καὶ σιταγρῶν, ἀλλ' ἡ ἀνέλλιπὴς πλημμύρα ἡ τοῦ χειμῶνος τὴν ὁποίαν ἐπιδείνωσαν ὁ κακὸς καιρὸς καὶ ἡ ἀστυνομία τοῦ δήμου ἡμῶν, καὶ ζητοῦμεν τὴν ἐπέμβασιν τῆς Κυβερνήσεως πρὸς προστασίαν.» Ὑποσημειοῦνται πολῖται.	[790, 1597, 1039, 1746]
subhead: Κατὰ τῆς Ἀστυνομίας	[837, 1487, 992, 1503]
